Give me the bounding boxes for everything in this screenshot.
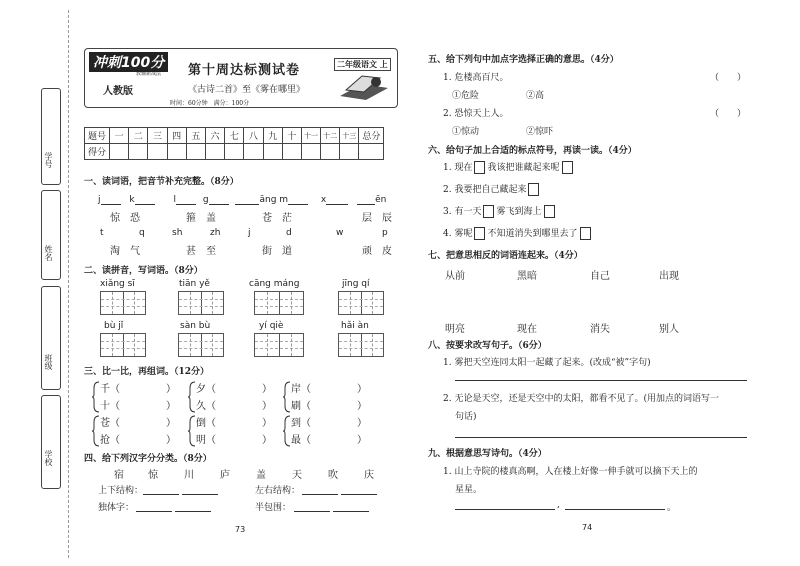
answer-line[interactable] (455, 509, 555, 510)
q5-option: ②惊吓 (526, 127, 554, 137)
answer-line[interactable] (143, 494, 179, 495)
q7-word-bottom[interactable]: 现在 (517, 324, 537, 335)
word: 甚 至 (186, 246, 216, 257)
q6-item (443, 182, 541, 196)
q5-option: ①惊动 (452, 127, 480, 137)
punctuation-box[interactable] (580, 227, 591, 240)
pinyin: p (382, 228, 388, 238)
item-number: 2. (443, 185, 452, 195)
char: 盖 (256, 470, 266, 481)
char: 刷 (291, 401, 301, 412)
word: 街 道 (262, 246, 292, 257)
score-input-cell[interactable] (167, 144, 186, 160)
char: 吹 (328, 470, 338, 481)
q7-word-top[interactable]: 自己 (590, 271, 610, 282)
q2-pinyin: jīng qí (342, 279, 370, 289)
q7-title: 七、把意思相反的词语连起来。（4分） (428, 251, 583, 261)
page-number-left: 73 (235, 525, 246, 534)
pinyin: sh (172, 228, 183, 238)
pinyin-blank[interactable] (209, 194, 229, 205)
char: 苍 (100, 418, 110, 429)
q8-item2-line2: 句话) (455, 412, 477, 422)
answer-line[interactable] (341, 494, 377, 495)
q5-answer-paren[interactable]: （ ） (710, 109, 747, 119)
binding-line (68, 10, 70, 558)
score-cell: 题号 (85, 128, 110, 144)
pinyin-blank[interactable] (326, 194, 348, 205)
q4-label: 上下结构： (98, 486, 144, 496)
writing-grid[interactable] (254, 333, 304, 357)
score-input-cell[interactable] (321, 144, 340, 160)
pinyin: d (286, 228, 292, 238)
char: 夕 (196, 384, 206, 395)
writing-grid[interactable] (178, 291, 224, 315)
punctuation-box[interactable] (562, 161, 573, 174)
brace-icon (92, 380, 100, 448)
score-input-cell[interactable] (359, 144, 384, 160)
sentence-part: 雾呢 (454, 229, 473, 239)
q6-item (443, 226, 593, 240)
q1-title: 一、读词语，把音节补充完整。（8分） (84, 177, 239, 187)
score-cell: 四 (167, 128, 186, 144)
writing-grid[interactable] (100, 333, 146, 357)
pinyin: zh (210, 228, 221, 238)
q9-title: 九、根据意思写诗句。（4分） (428, 449, 547, 459)
score-cell: 九 (263, 128, 282, 144)
score-cell: 总分 (359, 128, 384, 144)
word: 淘 气 (110, 246, 140, 257)
score-input-cell[interactable] (110, 144, 129, 160)
pinyin-blank[interactable] (101, 194, 121, 205)
q3-title: 三、比一比，再组词。（12分） (84, 367, 210, 377)
q7-word-bottom[interactable]: 消失 (590, 324, 610, 335)
pinyin-blank[interactable] (176, 194, 196, 205)
score-input-cell[interactable] (186, 144, 205, 160)
student-id-label: 学号 (44, 152, 53, 168)
punctuation-box[interactable] (483, 205, 494, 218)
q6-item (443, 204, 557, 218)
word: 箍 盖 (186, 213, 216, 224)
score-row-label: 得分 (85, 144, 110, 160)
comma-mark: , (557, 500, 560, 510)
q8-title: 八、按要求改写句子。（6分） (428, 341, 547, 351)
q5-option: ②高 (526, 91, 545, 101)
score-cell: 十二 (321, 128, 340, 144)
score-cell: 一 (110, 128, 129, 144)
q7-word-bottom[interactable]: 别人 (659, 324, 679, 335)
score-input-cell[interactable] (340, 144, 359, 160)
score-cell: 七 (225, 128, 244, 144)
char: 抢 (100, 435, 110, 446)
char: 庐 (220, 470, 230, 481)
answer-line[interactable] (182, 494, 218, 495)
pinyin-blank[interactable] (135, 194, 155, 205)
writing-grid[interactable] (254, 291, 304, 315)
answer-line[interactable] (455, 437, 747, 438)
pinyin: j (98, 195, 101, 205)
sentence-part: 现在 (454, 163, 473, 173)
school-label: 学校 (44, 450, 53, 466)
q4-label: 半包围： (255, 503, 292, 513)
q1-pinyin-row1 (98, 194, 386, 205)
q5-sentence: 1. 危楼高百尺。 (443, 73, 509, 83)
brace-icon (283, 380, 291, 448)
q3-col2: 夕（ ） 久（ ） 倒（ ） 明（ ） (196, 384, 272, 446)
writing-grid[interactable] (338, 291, 384, 315)
pinyin: j (248, 228, 251, 238)
char: 天 (292, 470, 302, 481)
q4-label: 独体字： (98, 503, 135, 513)
q7-word-top[interactable]: 黑暗 (517, 271, 537, 282)
char: 宿 (114, 470, 124, 481)
q9-item1-line2: 星星。 (455, 485, 483, 495)
sentence-part: 不知道消失到哪里去了 (487, 229, 578, 239)
name-label: 姓名 (44, 245, 53, 261)
item-number: 1. (443, 163, 452, 173)
punctuation-box[interactable] (528, 183, 539, 196)
name-box[interactable] (41, 190, 61, 280)
char: 庆 (364, 470, 374, 481)
pinyin-blank[interactable] (357, 194, 375, 205)
char: 惊 (148, 470, 158, 481)
q2-pinyin: sàn bù (180, 321, 211, 331)
score-cell: 十三 (340, 128, 359, 144)
answer-line[interactable] (175, 511, 211, 512)
score-cell: 八 (244, 128, 263, 144)
class-box[interactable] (41, 286, 61, 390)
q7-word-top[interactable]: 从前 (445, 271, 465, 282)
char: 岸 (291, 384, 301, 395)
q7-word-bottom[interactable]: 明亮 (445, 324, 465, 335)
pinyin: ēn (375, 195, 387, 205)
score-input-cell[interactable] (225, 144, 244, 160)
score-cell: 五 (186, 128, 205, 144)
char: 久 (196, 401, 206, 412)
char: 倒 (196, 418, 206, 429)
q8-item2-line1: 2. 无论是天空，还是天空中的太阳，都看不见了。(用加点的词语写一 (443, 394, 719, 404)
score-input-cell[interactable] (205, 144, 224, 160)
q2-pinyin: bù jǐ (104, 321, 124, 331)
score-cell: 二 (129, 128, 148, 144)
q9-item1-line1: 1. 山上寺院的楼真高啊，人在楼上好像一伸手就可以摘下天上的 (443, 467, 698, 477)
answer-line[interactable] (565, 509, 665, 510)
answer-line[interactable] (294, 511, 330, 512)
score-input-cell[interactable] (263, 144, 282, 160)
answer-line[interactable] (333, 511, 369, 512)
q3-col1: 千（ ） 十（ ） 苍（ ） 抢（ ） (100, 384, 176, 446)
q2-pinyin: cāng máng (249, 279, 300, 289)
q6-title: 六、给句子加上合适的标点符号，再读一读。（4分） (428, 146, 637, 156)
q5-option: ①危险 (452, 91, 480, 101)
score-table-header-row (85, 128, 384, 144)
word: 层 辰 (362, 213, 392, 224)
answer-line[interactable] (136, 511, 172, 512)
score-table (84, 127, 384, 160)
student-id-box[interactable] (41, 88, 61, 185)
sentence-part: 我该把谁藏起来呢 (487, 163, 560, 173)
item-number: 3. (443, 207, 452, 217)
school-box[interactable] (41, 395, 61, 489)
q2-pinyin: yí qiè (259, 321, 284, 331)
score-input-cell[interactable] (148, 144, 167, 160)
writing-grid[interactable] (338, 333, 384, 357)
class-label: 班级 (44, 354, 53, 370)
word: 顽 皮 (362, 246, 392, 257)
word: 惊 恐 (110, 213, 140, 224)
punctuation-box[interactable] (544, 205, 555, 218)
pinyin: t (100, 228, 104, 238)
char: 十 (100, 401, 110, 412)
char: 明 (196, 435, 206, 446)
answer-line[interactable] (302, 494, 338, 495)
score-input-cell[interactable] (244, 144, 263, 160)
pinyin: āng m (259, 195, 289, 205)
char: 到 (291, 418, 301, 429)
pinyin: g (202, 195, 209, 205)
q7-word-top[interactable]: 出现 (659, 271, 679, 282)
q3-col3: 岸（ ） 刷（ ） 到（ ） 最（ ） (291, 384, 367, 446)
score-table-score-row (85, 144, 384, 160)
score-input-cell[interactable] (282, 144, 301, 160)
pinyin: l (173, 195, 176, 205)
answer-line[interactable] (455, 380, 747, 381)
q2-pinyin: xiǎng sī (100, 279, 135, 289)
q2-pinyin: tiān yě (179, 279, 210, 289)
item-number: 4. (443, 229, 452, 239)
brand-logo: 冲刺100分 (89, 52, 168, 72)
page-number-right: 74 (582, 523, 593, 532)
punctuation-box[interactable] (474, 227, 485, 240)
q5-sentence: 2. 恐惊天上人。 (443, 109, 509, 119)
q8-item1: 1. 雾把天空连同太阳一起藏了起来。(改成“被”字句) (443, 358, 651, 368)
q2-pinyin: hǎi àn (341, 321, 369, 331)
page-title: 第十周达标测试卷 (188, 63, 301, 78)
period-mark: 。 (667, 503, 677, 513)
pinyin: w (336, 228, 344, 238)
punctuation-box[interactable] (474, 161, 485, 174)
score-cell: 十 (282, 128, 301, 144)
q6-item (443, 160, 575, 174)
pinyin: k (129, 195, 135, 205)
sentence-part: 有一天 (454, 207, 482, 217)
score-cell: 三 (148, 128, 167, 144)
score-input-cell[interactable] (129, 144, 148, 160)
pinyin: q (139, 228, 145, 238)
word: 苍 茫 (262, 213, 292, 224)
brace-icon (188, 380, 196, 448)
score-cell: 六 (205, 128, 224, 144)
subtitle: 《古诗二首》至《雾在哪里》 (188, 85, 306, 95)
char: 最 (291, 435, 301, 446)
sentence-part: 我要把自己藏起来 (454, 185, 527, 195)
pinyin: x (320, 195, 327, 205)
grade-badge: 二年级语文 上 (334, 58, 391, 71)
q2-title: 二、读拼音，写词语。（8分） (84, 266, 203, 276)
q4-label: 左右结构： (255, 486, 301, 496)
laptop-illustration-icon (336, 70, 392, 102)
pinyin-blank[interactable] (235, 194, 259, 205)
q4-title: 四、给下列汉字分分类。（8分） (84, 454, 212, 464)
pinyin-blank[interactable] (288, 194, 308, 205)
q5-title: 五、给下列句中加点字选择正确的意思。（4分） (428, 55, 619, 65)
char: 千 (100, 384, 110, 395)
time-info: 时间：60分钟 满分：100分 (170, 100, 250, 107)
edition-label: 人教版 (103, 86, 133, 97)
q5-answer-paren[interactable]: （ ） (710, 73, 747, 83)
writing-grid[interactable] (178, 333, 224, 357)
brand-sub: 教辅新战法 (136, 71, 162, 77)
char: 川 (184, 470, 194, 481)
writing-grid[interactable] (100, 291, 146, 315)
sentence-part: 雾飞到海上 (496, 207, 542, 217)
score-cell: 十一 (301, 128, 320, 144)
score-input-cell[interactable] (301, 144, 320, 160)
